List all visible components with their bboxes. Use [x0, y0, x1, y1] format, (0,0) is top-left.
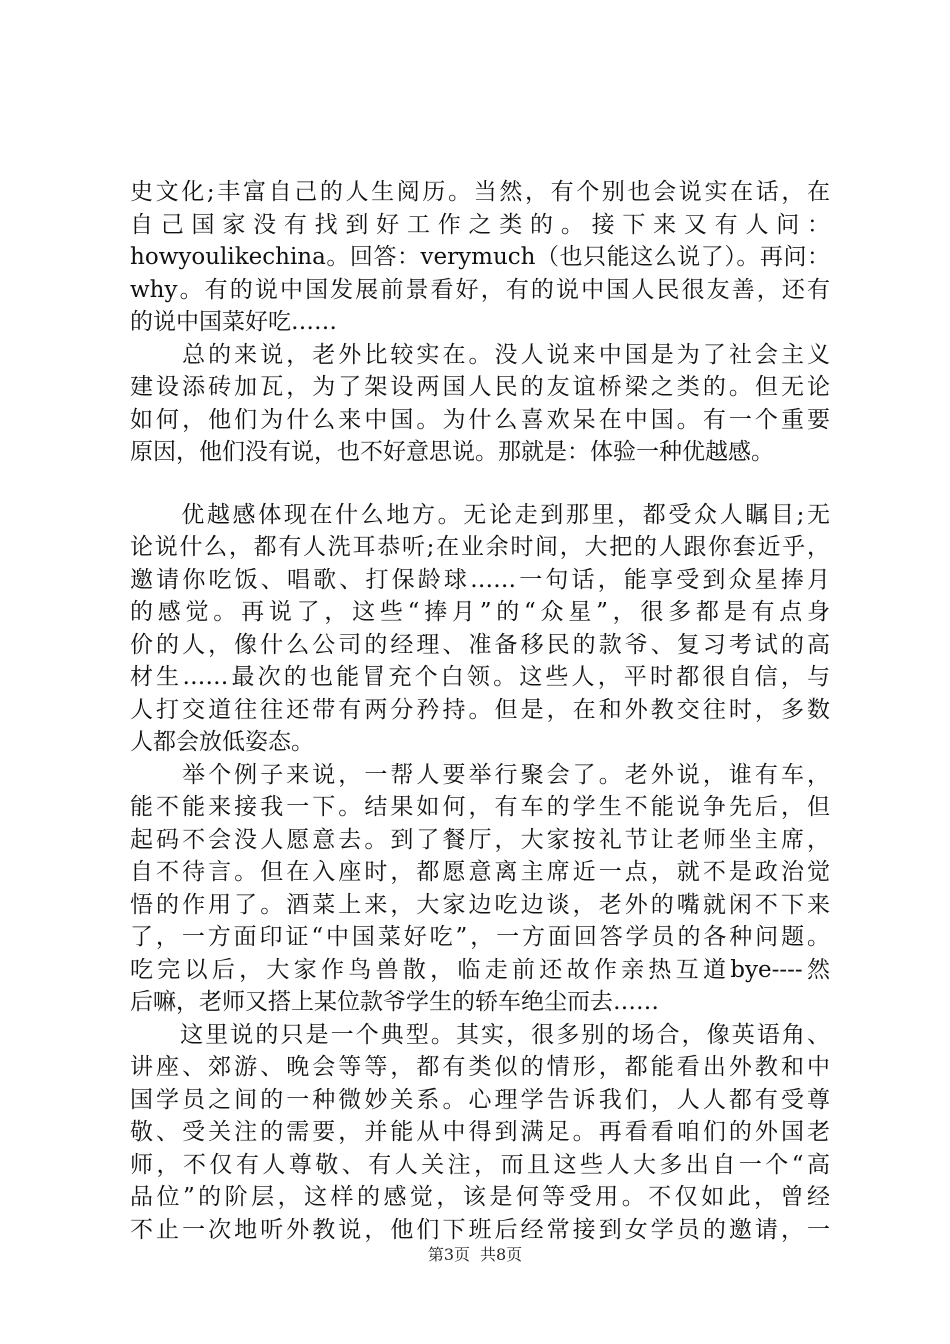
- page-footer: [0, 1244, 950, 1266]
- paragraph: [130, 499, 830, 759]
- text-line: 了，一方面印证“中国菜好吃”，一方面回答学员的各种问题。: [130, 924, 830, 950]
- text-line: why。有的说中国发展前景看好，有的说中国人民很友善，还有: [130, 276, 830, 303]
- text-line: 原因，他们没有说，也不好意思说。那就是：体验一种优越感。: [130, 439, 774, 465]
- text-line: 的说中国菜好吃……: [130, 309, 337, 335]
- text-line: 价的人，像什么公司的经理、准备移民的款爷、复习考试的高: [130, 631, 830, 658]
- text-line: howyoulikechina。回答：verymuch（也只能这么说了）。再问：: [130, 244, 830, 270]
- text-line: 举个例子来说，一帮人要举行聚会了。老外说，谁有车，: [130, 761, 830, 788]
- text-line: 史文化;丰富自己的人生阅历。当然，有个别也会说实在话，在: [130, 179, 830, 205]
- text-line: 人打交道往往还带有两分矜持。但是，在和外教交往时，多数: [130, 696, 830, 723]
- text-line: 讲座、郊游、晚会等等，都有类似的情形，都能看出外教和中: [130, 1054, 830, 1080]
- text-line: 自 己 国 家 没 有 找 到 好 工 作 之 类 的 。 接 下 来 又 有 人 问 ：: [130, 211, 830, 238]
- text-line: 敬、受关注的需要，并能从中得到满足。再看看咱们的外国老: [130, 1119, 830, 1145]
- text-line: 不止一次地听外教说，他们下班后经常接到女学员的邀请，一: [130, 1216, 830, 1243]
- text-line: 悟的作用了。酒菜上来，大家边吃边谈，老外的嘴就闲不下来: [130, 891, 830, 918]
- paragraph: [130, 339, 830, 469]
- text-line: 建设添砖加瓦，为了架设两国人民的友谊桥梁之类的。但无论: [130, 374, 830, 400]
- text-line: 邀请你吃饭、唱歌、打保龄球……一句话，能享受到众星捧月: [130, 566, 830, 593]
- page-total: 共8页: [480, 1245, 523, 1264]
- text-line: 能不能来接我一下。结果如何，有车的学生不能说争先后，但: [130, 794, 830, 820]
- text-line: 师，不仅有人尊敬、有人关注，而且这些人大多出自一个“高: [130, 1151, 830, 1178]
- text-line: 起码不会没人愿意去。到了餐厅，大家按礼节让老师坐主席，: [130, 826, 830, 853]
- text-line: 人都会放低姿态。: [130, 729, 314, 755]
- text-line: 的感觉。再说了，这些“捧月”的“众星”，很多都是有点身: [130, 599, 830, 625]
- text-line: 品位”的阶层，这样的感觉，该是何等受用。不仅如此，曾经: [130, 1184, 830, 1210]
- paragraph: [130, 759, 830, 1019]
- text-line: 论说什么，都有人洗耳恭听;在业余时间，大把的人跟你套近乎，: [130, 534, 830, 560]
- text-line: 材生……最次的也能冒充个白领。这些人，平时都很自信，与: [130, 664, 830, 690]
- text-line: 后嘛，老师又搭上某位款爷学生的轿车绝尘而去……: [130, 989, 659, 1015]
- page-number: 第3页: [427, 1245, 470, 1264]
- paragraph: [130, 176, 830, 339]
- paragraph-gap: [130, 469, 830, 499]
- text-line: 这里说的只是一个典型。其实，很多别的场合，像英语角、: [130, 1021, 830, 1048]
- text-line: 国学员之间的一种微妙关系。心理学告诉我们，人人都有受尊: [130, 1086, 830, 1113]
- text-line: 自不待言。但在入座时，都愿意离主席近一点，就不是政治觉: [130, 859, 830, 885]
- text-line: 如何，他们为什么来中国。为什么喜欢呆在中国。有一个重要: [130, 406, 830, 433]
- document-body: [130, 176, 830, 1246]
- text-line: 总的来说，老外比较实在。没人说来中国是为了社会主义: [130, 341, 830, 368]
- text-line: 优越感体现在什么地方。无论走到那里，都受众人瞩目;无: [130, 501, 830, 528]
- text-line: 吃完以后，大家作鸟兽散，临走前还故作亲热互道bye----然: [130, 956, 830, 983]
- paragraph: [130, 1019, 830, 1247]
